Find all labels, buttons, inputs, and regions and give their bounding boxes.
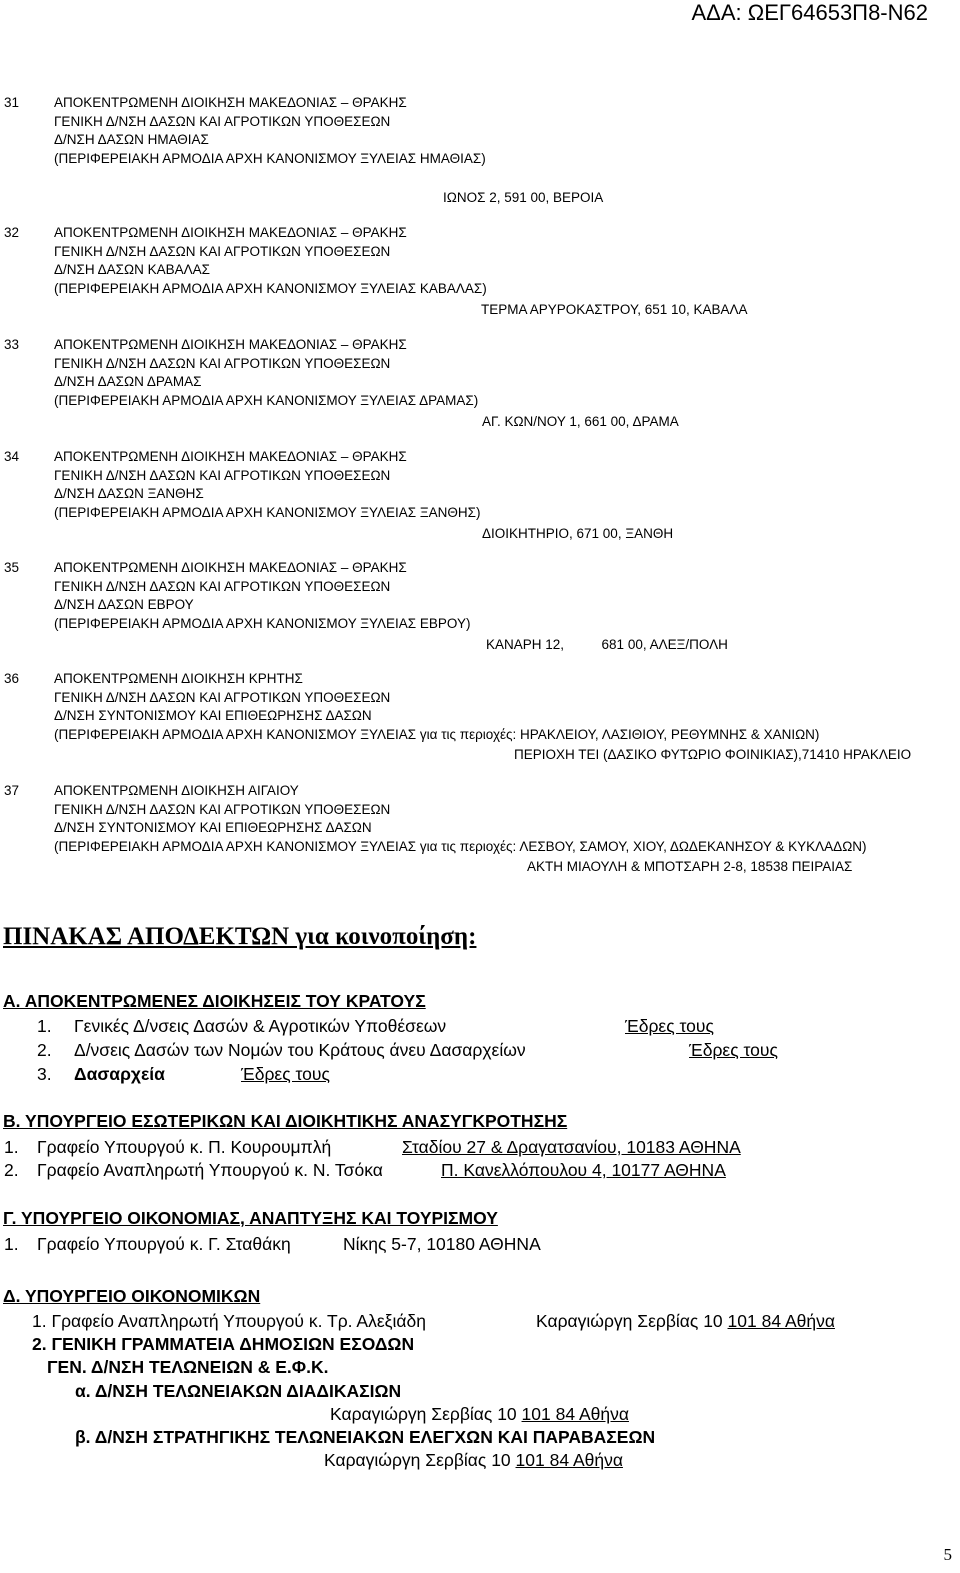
entry-line: ΓΕΝΙΚΗ Δ/ΝΣΗ ΔΑΣΩΝ ΚΑΙ ΑΓΡΟΤΙΚΩΝ ΥΠΟΘΕΣΕΩΝ <box>54 243 391 259</box>
section-c-item-number: 1. <box>4 1234 19 1254</box>
section-a-item-text: Δασαρχεία <box>74 1064 165 1084</box>
entry-number: 32 <box>4 225 20 240</box>
entry-line: (ΠΕΡΙΦΕΡΕΙΑΚΗ ΑΡΜΟΔΙΑ ΑΡΧΗ ΚΑΝΟΝΙΣΜΟΥ ΞΥΛΕΙΑΣ ΕΒΡΟΥ) <box>54 615 471 631</box>
section-d-address <box>536 1311 835 1332</box>
section-c-item-text: Γραφείο Υπουργού κ. Γ. Σταθάκη <box>37 1234 291 1254</box>
entry-line: (ΠΕΡΙΦΕΡΕΙΑΚΗ ΑΡΜΟΔΙΑ ΑΡΧΗ ΚΑΝΟΝΙΣΜΟΥ ΞΥΛΕΙΑΣ ΚΑΒΑΛΑΣ) <box>54 280 487 296</box>
section-b-item-address[interactable]: Σταδίου 27 & Δραγατσανίου, 10183 ΑΘΗΝΑ <box>402 1137 741 1157</box>
section-a-item-link[interactable]: Έδρες τους <box>689 1040 778 1060</box>
section-d-line: α. Δ/ΝΣΗ ΤΕΛΩΝΕΙΑΚΩΝ ΔΙΑΔΙΚΑΣΙΩΝ <box>75 1381 402 1401</box>
entry-number: 34 <box>4 449 20 464</box>
entry-line: ΓΕΝΙΚΗ Δ/ΝΣΗ ΔΑΣΩΝ ΚΑΙ ΑΓΡΟΤΙΚΩΝ ΥΠΟΘΕΣΕΩΝ <box>54 467 391 483</box>
entry-address: ΠΕΡΙΟΧΗ ΤΕΙ (ΔΑΣΙΚΟ ΦΥΤΩΡΙΟ ΦΟΙΝΙΚΙΑΣ),71410 ΗΡΑΚΛΕΙΟ <box>514 747 912 762</box>
entry-line: (ΠΕΡΙΦΕΡΕΙΑΚΗ ΑΡΜΟΔΙΑ ΑΡΧΗ ΚΑΝΟΝΙΣΜΟΥ ΞΥΛΕΙΑΣ για τις περιοχές: ΗΡΑΚΛΕΙΟΥ, ΛΑΣΙΘΙΟΥ, ΡΕΘΥΜΝΗΣ & ΧΑΝΙΩΝ) <box>54 726 820 742</box>
section-a-item-text: Δ/νσεις Δασών των Νομών του Κράτους άνευ Δασαρχείων <box>74 1040 526 1060</box>
entry-number: 36 <box>4 671 20 686</box>
entry-line: ΓΕΝΙΚΗ Δ/ΝΣΗ ΔΑΣΩΝ ΚΑΙ ΑΓΡΟΤΙΚΩΝ ΥΠΟΘΕΣΕΩΝ <box>54 801 391 817</box>
entry-line: ΑΠΟΚΕΝΤΡΩΜΕΝΗ ΔΙΟΙΚΗΣΗ ΜΑΚΕΔΟΝΙΑΣ – ΘΡΑΚΗΣ <box>54 449 407 464</box>
page-number: 5 <box>943 1545 952 1564</box>
entry-number: 35 <box>4 560 20 575</box>
entry-line: ΓΕΝΙΚΗ Δ/ΝΣΗ ΔΑΣΩΝ ΚΑΙ ΑΓΡΟΤΙΚΩΝ ΥΠΟΘΕΣΕΩΝ <box>54 113 391 129</box>
entry-address: ΤΕΡΜΑ ΑΡΥΡΟΚΑΣΤΡΟΥ, 651 10, ΚΑΒΑΛΑ <box>481 302 748 317</box>
street: Καραγιώργη Σερβίας 10 <box>536 1311 728 1331</box>
section-a-item-text: Γενικές Δ/νσεις Δασών & Αγροτικών Υποθέσεων <box>74 1016 447 1036</box>
entry-number: 33 <box>4 337 20 352</box>
entry-line: Δ/ΝΣΗ ΔΑΣΩΝ ΞΑΝΘΗΣ <box>54 486 204 502</box>
entry-line: Δ/ΝΣΗ ΔΑΣΩΝ ΕΒΡΟΥ <box>54 597 194 613</box>
entry-line: (ΠΕΡΙΦΕΡΕΙΑΚΗ ΑΡΜΟΔΙΑ ΑΡΧΗ ΚΑΝΟΝΙΣΜΟΥ ΞΥΛΕΙΑΣ για τις περιοχές: ΛΕΣΒΟΥ, ΣΑΜΟΥ, ΧΙΟΥ, ΔΩΔΕΚΑΝΗΣΟΥ & ΚΥΚΛΑΔΩΝ) <box>54 838 867 854</box>
section-b-item-text: Γραφείο Αναπληρωτή Υπουργού κ. Ν. Τσόκα <box>37 1160 383 1180</box>
section-b-item-number: 2. <box>4 1160 19 1180</box>
entry-address: ΑΚΤΗ ΜΙΑΟΥΛΗ & ΜΠΟΤΣΑΡΗ 2-8, 18538 ΠΕΙΡΑΙΑΣ <box>527 859 853 874</box>
entry-address: ΑΓ. ΚΩΝ/ΝΟΥ 1, 661 00, ΔΡΑΜΑ <box>482 414 679 429</box>
entry-line: Δ/ΝΣΗ ΣΥΝΤΟΝΙΣΜΟΥ ΚΑΙ ΕΠΙΘΕΩΡΗΣΗΣ ΔΑΣΩΝ <box>54 820 372 836</box>
entry-address: ΙΩΝΟΣ 2, 591 00, ΒΕΡΟΙΑ <box>443 190 604 205</box>
zip-link[interactable]: 101 84 Αθήνα <box>727 1311 835 1331</box>
recipients-heading: ΠΙΝΑΚΑΣ ΑΠΟΔΕΚΤΩΝ για κοινοποίηση: <box>3 923 477 950</box>
entry-line: ΑΠΟΚΕΝΤΡΩΜΕΝΗ ΔΙΟΙΚΗΣΗ ΜΑΚΕΔΟΝΙΑΣ – ΘΡΑΚΗΣ <box>54 560 407 575</box>
zip-link[interactable]: 101 84 Αθήνα <box>515 1450 623 1470</box>
entry-line: ΑΠΟΚΕΝΤΡΩΜΕΝΗ ΔΙΟΙΚΗΣΗ ΜΑΚΕΔΟΝΙΑΣ – ΘΡΑΚΗΣ <box>54 95 407 110</box>
section-d-address <box>324 1450 623 1471</box>
entry-number: 31 <box>4 95 20 110</box>
entry-line: (ΠΕΡΙΦΕΡΕΙΑΚΗ ΑΡΜΟΔΙΑ ΑΡΧΗ ΚΑΝΟΝΙΣΜΟΥ ΞΥΛΕΙΑΣ ΞΑΝΘΗΣ) <box>54 504 481 520</box>
section-c-title: Γ. ΥΠΟΥΡΓΕΙΟ ΟΙΚΟΝΟΜΙΑΣ, ΑΝΑΠΤΥΞΗΣ ΚΑΙ ΤΟΥΡΙΣΜΟΥ <box>3 1208 498 1228</box>
entry-line: ΑΠΟΚΕΝΤΡΩΜΕΝΗ ΔΙΟΙΚΗΣΗ ΜΑΚΕΔΟΝΙΑΣ – ΘΡΑΚΗΣ <box>54 225 407 240</box>
zip-link[interactable]: 101 84 Αθήνα <box>521 1404 629 1424</box>
entry-line: (ΠΕΡΙΦΕΡΕΙΑΚΗ ΑΡΜΟΔΙΑ ΑΡΧΗ ΚΑΝΟΝΙΣΜΟΥ ΞΥΛΕΙΑΣ ΔΡΑΜΑΣ) <box>54 392 479 408</box>
entry-line: (ΠΕΡΙΦΕΡΕΙΑΚΗ ΑΡΜΟΔΙΑ ΑΡΧΗ ΚΑΝΟΝΙΣΜΟΥ ΞΥΛΕΙΑΣ ΗΜΑΘΙΑΣ) <box>54 150 486 166</box>
section-b-item-text: Γραφείο Υπουργού κ. Π. Κουρουμπλή <box>37 1137 332 1157</box>
entry-number: 37 <box>4 783 20 798</box>
section-a-item-link[interactable]: Έδρες τους <box>241 1064 330 1084</box>
section-a-title: Α. ΑΠΟΚΕΝΤΡΩΜΕΝΕΣ ΔΙΟΙΚΗΣΕΙΣ ΤΟΥ ΚΡΑΤΟΥΣ <box>3 991 426 1011</box>
entry-line: Δ/ΝΣΗ ΔΑΣΩΝ ΚΑΒΑΛΑΣ <box>54 262 210 278</box>
entry-line: ΑΠΟΚΕΝΤΡΩΜΕΝΗ ΔΙΟΙΚΗΣΗ ΜΑΚΕΔΟΝΙΑΣ – ΘΡΑΚΗΣ <box>54 337 407 352</box>
section-a-item-number: 1. <box>37 1016 52 1036</box>
section-d-title: Δ. ΥΠΟΥΡΓΕΙΟ ΟΙΚΟΝΟΜΙΚΩΝ <box>3 1286 261 1306</box>
section-a-item-number: 3. <box>37 1064 52 1084</box>
entry-line: Δ/ΝΣΗ ΣΥΝΤΟΝΙΣΜΟΥ ΚΑΙ ΕΠΙΘΕΩΡΗΣΗΣ ΔΑΣΩΝ <box>54 708 372 724</box>
street: Καραγιώργη Σερβίας 10 <box>330 1404 522 1424</box>
entry-line: Δ/ΝΣΗ ΔΑΣΩΝ ΔΡΑΜΑΣ <box>54 374 202 390</box>
street: Καραγιώργη Σερβίας 10 <box>324 1450 516 1470</box>
section-d-line: 1. Γραφείο Αναπληρωτή Υπουργού κ. Τρ. Αλεξιάδη <box>32 1311 426 1331</box>
section-d-line: β. Δ/ΝΣΗ ΣΤΡΑΤΗΓΙΚΗΣ ΤΕΛΩΝΕΙΑΚΩΝ ΕΛΕΓΧΩΝ ΚΑΙ ΠΑΡΑΒΑΣΕΩΝ <box>75 1427 656 1447</box>
entry-line: ΓΕΝΙΚΗ Δ/ΝΣΗ ΔΑΣΩΝ ΚΑΙ ΑΓΡΟΤΙΚΩΝ ΥΠΟΘΕΣΕΩΝ <box>54 578 391 594</box>
section-d-address <box>330 1404 629 1425</box>
ada-header: ΑΔΑ: ΩΕΓ64653Π8-Ν62 <box>691 0 928 25</box>
section-a-item-number: 2. <box>37 1040 52 1060</box>
entry-line: ΓΕΝΙΚΗ Δ/ΝΣΗ ΔΑΣΩΝ ΚΑΙ ΑΓΡΟΤΙΚΩΝ ΥΠΟΘΕΣΕΩΝ <box>54 355 391 371</box>
section-a-item-link[interactable]: Έδρες τους <box>625 1016 714 1036</box>
entry-address: ΔΙΟΙΚΗΤΗΡΙΟ, 671 00, ΞΑΝΘΗ <box>482 526 674 541</box>
section-d-line: ΓΕΝ. Δ/ΝΣΗ ΤΕΛΩΝΕΙΩΝ & Ε.Φ.Κ. <box>47 1357 329 1377</box>
entry-line: ΑΠΟΚΕΝΤΡΩΜΕΝΗ ΔΙΟΙΚΗΣΗ ΑΙΓΑΙΟΥ <box>54 783 299 798</box>
section-c-item-address: Νίκης 5-7, 10180 ΑΘΗΝΑ <box>343 1234 541 1254</box>
section-b-item-number: 1. <box>4 1137 19 1157</box>
entry-line: ΑΠΟΚΕΝΤΡΩΜΕΝΗ ΔΙΟΙΚΗΣΗ ΚΡΗΤΗΣ <box>54 671 303 686</box>
section-b-title: Β. ΥΠΟΥΡΓΕΙΟ ΕΣΩΤΕΡΙΚΩΝ ΚΑΙ ΔΙΟΙΚΗΤΙΚΗΣ ΑΝΑΣΥΓΚΡΟΤΗΣΗΣ <box>3 1111 568 1131</box>
entry-address: ΚΑΝΑΡΗ 12, 681 00, ΑΛΕΞ/ΠΟΛΗ <box>486 637 728 652</box>
section-b-item-address[interactable]: Π. Κανελλόπουλου 4, 10177 ΑΘΗΝΑ <box>441 1160 726 1180</box>
entry-line: ΓΕΝΙΚΗ Δ/ΝΣΗ ΔΑΣΩΝ ΚΑΙ ΑΓΡΟΤΙΚΩΝ ΥΠΟΘΕΣΕΩΝ <box>54 689 391 705</box>
entry-line: Δ/ΝΣΗ ΔΑΣΩΝ ΗΜΑΘΙΑΣ <box>54 132 209 148</box>
section-d-line: 2. ΓΕΝΙΚΗ ΓΡΑΜΜΑΤΕΙΑ ΔΗΜΟΣΙΩΝ ΕΣΟΔΩΝ <box>32 1334 415 1354</box>
